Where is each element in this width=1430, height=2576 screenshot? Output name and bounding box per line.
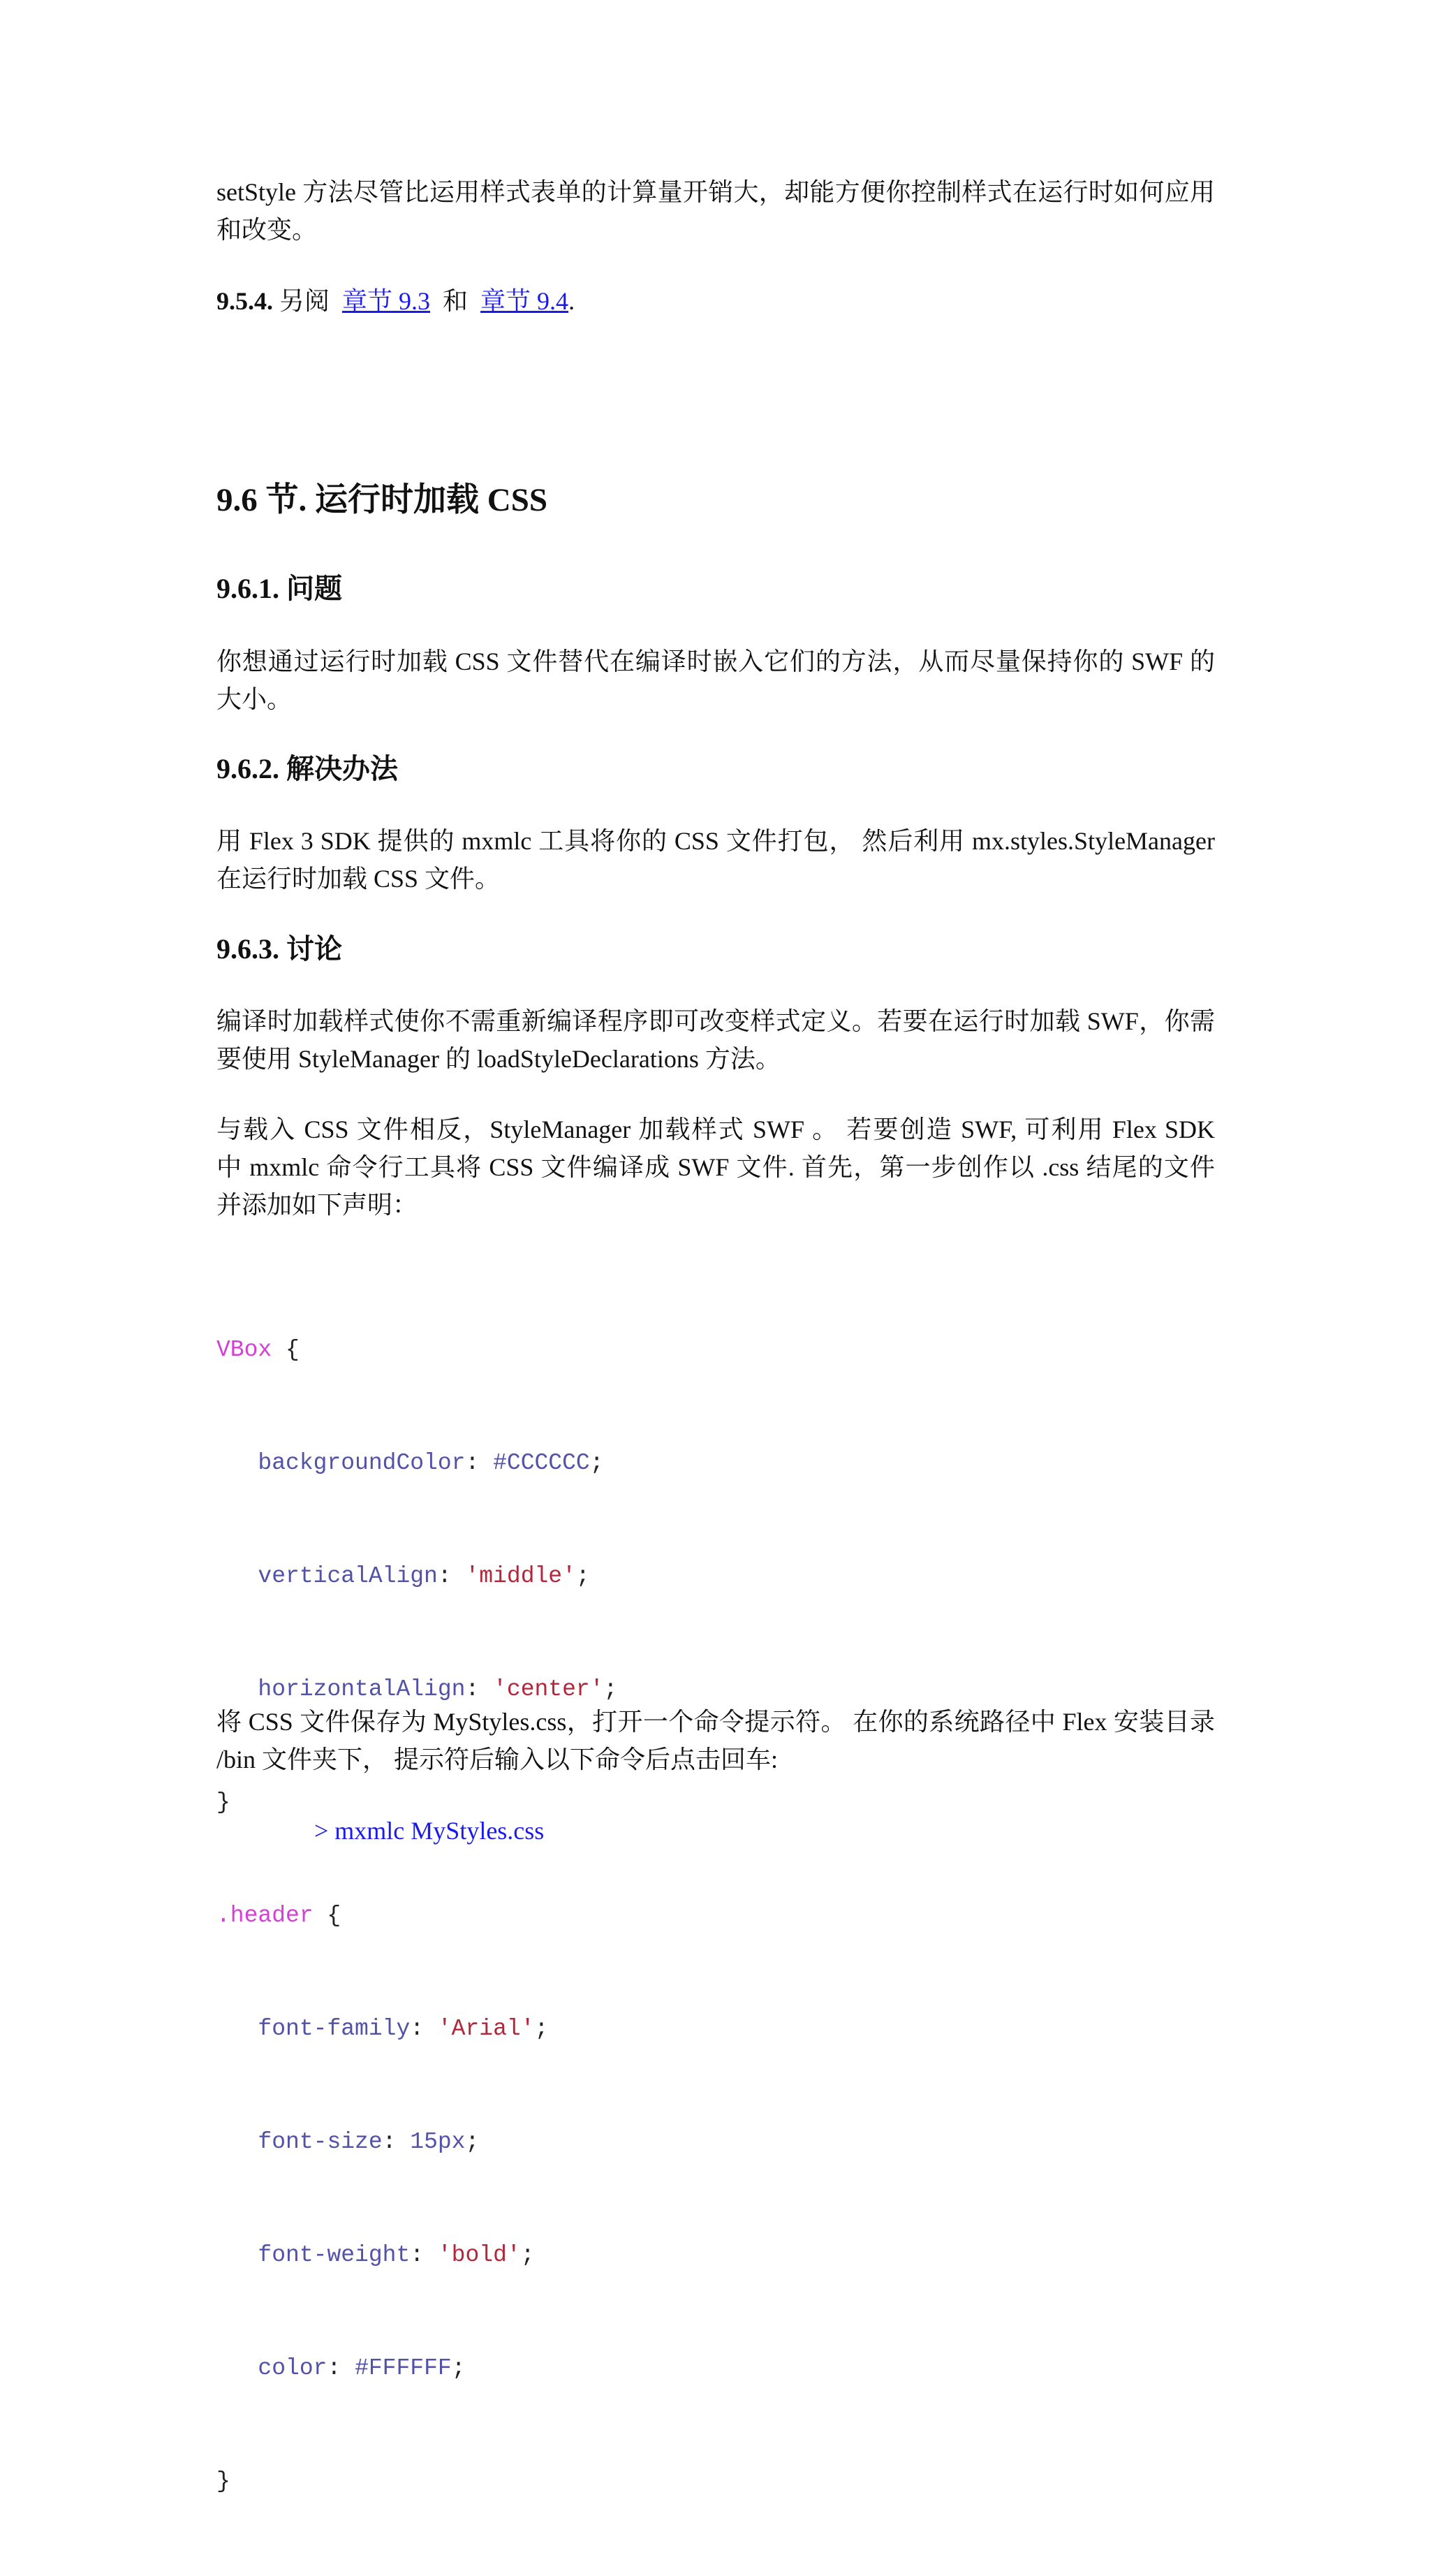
- code-line: font-family: 'Arial';: [258, 2016, 549, 2042]
- problem-heading: 9.6.1. 问题: [216, 573, 342, 604]
- discussion-paragraph-2: 与载入 CSS 文件相反，StyleManager 加载样式 SWF 。 若要创造 SWF, 可利用 Flex SDK 中 mxmlc 命令行工具将 CSS 文件编译成 SWF 文件. 首先，第一步创作以 .css 结尾的文件 并添加如下声明：: [216, 1115, 1215, 1219]
- link-section-9-3[interactable]: 章节 9.3: [342, 287, 431, 315]
- problem-paragraph: 你想通过运行时加载 CSS 文件替代在编译时嵌入它们的方法，从而尽量保持你的 SWF 的 大小。: [216, 647, 1215, 713]
- intro-paragraph: setStyle 方法尽管比运用样式表单的计算量开销大，却能方便你控制样式在运行时如何应用 和改变。: [216, 178, 1215, 244]
- discussion-heading: 9.6.3. 讨论: [216, 933, 342, 965]
- after-code-paragraph: 将 CSS 文件保存为 MyStyles.css，打开一个命令提示符。 在你的系统路径中 Flex 安装目录 /bin 文件夹下， 提示符后输入以下命令后点击回车:: [216, 1708, 1215, 1773]
- solution-heading: 9.6.2. 解决办法: [216, 753, 398, 784]
- css-code-block: [216, 1256, 617, 2576]
- command-line: > mxmlc MyStyles.css: [314, 1817, 545, 1845]
- code-line: horizontalAlign: 'center';: [258, 1676, 618, 1702]
- code-line: }: [216, 1790, 230, 1815]
- code-line: font-size: 15px;: [258, 2129, 480, 2155]
- code-line: backgroundColor: #CCCCCC;: [258, 1450, 604, 1476]
- code-line: verticalAlign: 'middle';: [258, 1563, 590, 1589]
- link-section-9-4[interactable]: 章节 9.4: [480, 287, 569, 315]
- see-also-label: 另阅: [279, 287, 330, 315]
- code-line: .header {: [216, 1903, 341, 1929]
- solution-paragraph: 用 Flex 3 SDK 提供的 mxmlc 工具将你的 CSS 文件打包， 然后利用 mx.styles.StyleManager 在运行时加载 CSS 文件。: [216, 827, 1215, 893]
- see-also-number: 9.5.4.: [216, 287, 273, 315]
- code-line: color: #FFFFFF;: [258, 2355, 466, 2381]
- see-also-conj: 和: [443, 287, 469, 315]
- discussion-paragraph-1: 编译时加载样式使你不需重新编译程序即可改变样式定义。若要在运行时加载 SWF，你需 要使用 StyleManager 的 loadStyleDeclarations 方法。: [216, 1007, 1215, 1073]
- code-line: font-weight: 'bold';: [258, 2242, 535, 2268]
- code-line: VBox {: [216, 1337, 300, 1363]
- section-heading: 9.6 节. 运行时加载 CSS: [216, 482, 547, 518]
- see-also-line: 9.5.4. 另阅 章节 9.3 和 章节 9.4.: [216, 287, 575, 315]
- code-line: }: [216, 2468, 230, 2494]
- section-title: 节. 运行时加载 CSS: [265, 482, 547, 518]
